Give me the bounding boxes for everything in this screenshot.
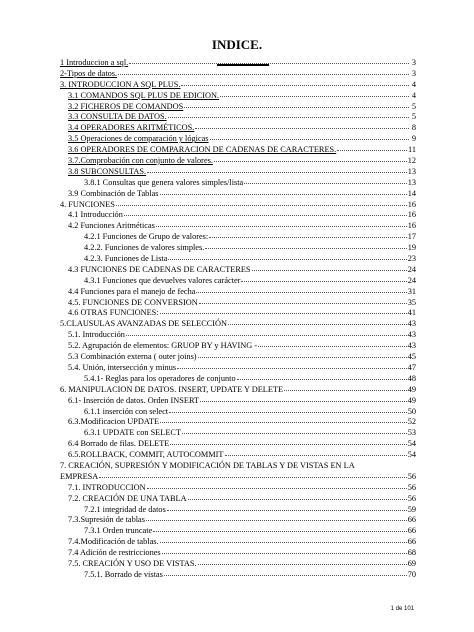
toc-leader-dots bbox=[284, 390, 407, 391]
toc-entry-label: 5.4.1- Reglas para los operadores de conjunto bbox=[84, 373, 236, 383]
toc-leader-dots bbox=[196, 292, 406, 293]
toc-entry-page: 68 bbox=[407, 548, 416, 558]
toc-entry[interactable] bbox=[60, 428, 416, 439]
toc-entry-page: 56 bbox=[407, 471, 416, 481]
toc-entry-label: 6.3.Modificacion UPDATE bbox=[68, 417, 160, 427]
toc-entry-label: 7.4.Modificación de tablas. bbox=[68, 537, 159, 547]
toc-entry-label: 6.4 Borrado de filas. DELETE bbox=[68, 439, 170, 449]
toc-entry-label: 4.3 FUNCIONES DE CADENAS DE CARACTERES bbox=[68, 264, 251, 274]
toc-entry-page: 4 bbox=[411, 90, 416, 100]
toc-leader-dots bbox=[252, 270, 407, 271]
toc-leader-dots bbox=[181, 85, 409, 86]
toc-entry-label: 4.2 Funciones Aritméticas bbox=[68, 221, 155, 231]
toc-entry-label: 4.2.1 Funciones de Grupo de valores: bbox=[84, 232, 209, 242]
toc-leader-dots bbox=[116, 205, 407, 206]
toc-entry-label: 5.1. Introducción bbox=[68, 330, 125, 340]
toc-entry[interactable] bbox=[60, 308, 416, 319]
toc-leader-dots bbox=[182, 433, 407, 434]
toc-entry-label: 1 Introduccion a sql. bbox=[60, 58, 129, 67]
toc-entry-page: 43 bbox=[407, 341, 416, 351]
toc-leader-dots bbox=[195, 128, 409, 129]
toc-entry-label: EMPRESA bbox=[60, 471, 99, 481]
toc-entry[interactable] bbox=[60, 515, 416, 526]
toc-leader-dots bbox=[241, 281, 406, 282]
toc-leader-dots bbox=[244, 183, 406, 184]
toc-entry[interactable] bbox=[60, 189, 416, 200]
toc-entry[interactable] bbox=[60, 167, 416, 178]
toc-entry-page: 35 bbox=[407, 297, 416, 307]
toc-entry-page: 52 bbox=[407, 417, 416, 427]
toc-entry-label: 3.7.Comprobación con conjunto de valores. bbox=[68, 156, 213, 166]
toc-leader-dots bbox=[228, 324, 407, 325]
toc-entry-page: 49 bbox=[407, 384, 416, 394]
toc-entry[interactable] bbox=[60, 341, 416, 352]
toc-entry-page: 11 bbox=[408, 145, 416, 155]
toc-leader-dots bbox=[147, 172, 407, 173]
toc-entry[interactable] bbox=[60, 221, 416, 232]
toc-entry-label: 6.3.1 UPDATE con SELECT bbox=[84, 428, 182, 438]
toc-leader-dots bbox=[168, 259, 406, 260]
toc-leader-dots bbox=[225, 455, 407, 456]
toc-entry[interactable] bbox=[60, 363, 416, 374]
toc-entry-page: 17 bbox=[407, 232, 416, 242]
toc-entry-page: 41 bbox=[407, 308, 416, 318]
toc-entry[interactable] bbox=[60, 319, 416, 330]
toc-leader-dots bbox=[146, 520, 407, 521]
toc-entry-label: 7.3.1 Orden truncate bbox=[84, 526, 153, 536]
toc-entry-label: 4.4 Funciones para el manejo de fecha bbox=[68, 286, 196, 296]
toc-entry-label: 5.4. Unión, intersección y minus bbox=[68, 362, 177, 372]
toc-leader-dots bbox=[200, 401, 407, 402]
toc-entry-page: 12 bbox=[407, 156, 416, 166]
toc-entry-page: 5 bbox=[411, 112, 416, 122]
toc-entry-label: 6.1- Inserción de datos. Orden INSERT bbox=[68, 395, 200, 405]
toc-entry[interactable] bbox=[60, 417, 416, 428]
toc-entry-page: 66 bbox=[407, 526, 416, 536]
toc-entry-page: 43 bbox=[407, 319, 416, 329]
toc-entry-page: 54 bbox=[407, 439, 416, 449]
toc-leader-dots bbox=[170, 444, 406, 445]
toc-leader-dots bbox=[214, 161, 407, 162]
toc-entry-label: 3.8 SUBCONSULTAS. bbox=[68, 166, 147, 176]
toc-entry-label: 4.5. FUNCIONES DE CONVERSION bbox=[68, 297, 198, 307]
toc-entry-label: 4.1 Introducción bbox=[68, 210, 123, 220]
toc-entry-label: 3.3 CONSULTA DE DATOS. bbox=[68, 112, 167, 122]
toc-entry[interactable] bbox=[60, 494, 416, 505]
toc-entry-page: 13 bbox=[407, 166, 416, 176]
toc-entry-label: 7.3.Supresión de tablas bbox=[68, 515, 145, 525]
toc-entry[interactable] bbox=[60, 537, 416, 548]
toc-leader-dots bbox=[198, 564, 407, 565]
toc-entry-page: 59 bbox=[407, 504, 416, 514]
toc-entry[interactable] bbox=[60, 483, 416, 494]
toc-entry[interactable] bbox=[60, 134, 416, 145]
toc-entry-page: 13 bbox=[407, 177, 416, 187]
toc-leader-dots bbox=[168, 117, 409, 118]
toc-entry[interactable] bbox=[60, 407, 416, 418]
toc-entry[interactable] bbox=[60, 276, 416, 287]
toc-entry-page: 24 bbox=[407, 275, 416, 285]
toc-entry-page: 45 bbox=[407, 352, 416, 362]
table-of-contents bbox=[60, 58, 416, 581]
toc-entry-label: 4.6 OTRAS FUNCIONES: bbox=[68, 308, 159, 318]
toc-entry-page: 66 bbox=[407, 537, 416, 547]
toc-leader-dots bbox=[210, 139, 409, 140]
toc-entry-label: 4.2.3. Funciones de Lista bbox=[84, 254, 168, 264]
toc-entry-label: 7.5. CREACIÓN Y USO DE VISTAS. bbox=[68, 558, 197, 568]
toc-entry-label: 3.6 OPERADORES DE COMPARACION DE CADENAS DE CARACTERES. bbox=[68, 145, 337, 155]
toc-leader-dots bbox=[124, 215, 407, 216]
toc-entry[interactable] bbox=[60, 232, 416, 243]
toc-entry-page: 50 bbox=[407, 406, 416, 416]
toc-leader-dots bbox=[164, 575, 407, 576]
toc-entry-page: 47 bbox=[407, 362, 416, 372]
toc-entry-page: 66 bbox=[407, 515, 416, 525]
toc-leader-dots bbox=[188, 499, 407, 500]
toc-entry-page: 16 bbox=[407, 221, 416, 231]
toc-entry-label: 6. MANIPULACION DE DATOS. INSERT, UPDATE Y DELETE bbox=[60, 384, 284, 394]
toc-entry[interactable] bbox=[60, 200, 416, 211]
page-title: INDICE. bbox=[211, 37, 263, 52]
toc-leader-dots bbox=[237, 379, 407, 380]
toc-leader-dots bbox=[209, 237, 407, 238]
toc-entry-page: 56 bbox=[407, 493, 416, 503]
toc-entry[interactable] bbox=[60, 472, 416, 483]
toc-entry-page: 14 bbox=[407, 188, 416, 198]
toc-entry[interactable] bbox=[60, 526, 416, 537]
toc-entry-label: 4.3.1 Funciones que devuelves valores carácter bbox=[84, 275, 241, 285]
toc-entry[interactable] bbox=[60, 243, 416, 254]
toc-leader-dots bbox=[167, 510, 407, 511]
toc-leader-dots bbox=[99, 477, 406, 478]
toc-entry-page: 43 bbox=[407, 330, 416, 340]
toc-entry[interactable] bbox=[60, 352, 416, 363]
toc-entry-label: 6.5.ROLLBACK, COMMIT, AUTOCOMMIT bbox=[68, 450, 224, 460]
toc-entry[interactable] bbox=[60, 156, 416, 167]
toc-leader-dots bbox=[129, 63, 409, 64]
toc-entry[interactable] bbox=[60, 505, 416, 516]
toc-entry-page: 19 bbox=[407, 243, 416, 253]
toc-entry[interactable] bbox=[60, 548, 416, 559]
toc-entry-page: 48 bbox=[407, 373, 416, 383]
toc-leader-dots bbox=[156, 226, 407, 227]
toc-entry-page: 3 bbox=[411, 68, 416, 78]
toc-entry-label: 7.4 Adición de restricciones bbox=[68, 548, 161, 558]
toc-entry-label: 2-Tipos de datos. bbox=[60, 68, 118, 78]
toc-entry[interactable] bbox=[60, 374, 416, 385]
toc-leader-dots bbox=[198, 357, 407, 358]
toc-entry-label: 6.1.1 inserción con select bbox=[84, 406, 169, 416]
toc-entry[interactable] bbox=[60, 123, 416, 134]
toc-entry-page: 31 bbox=[407, 286, 416, 296]
toc-entry[interactable] bbox=[60, 396, 416, 407]
toc-leader-dots bbox=[118, 74, 409, 75]
toc-leader-dots bbox=[153, 531, 407, 532]
toc-entry-page: 49 bbox=[407, 395, 416, 405]
toc-entry-label: 7. CREACIÓN, SUPRESIÓN Y MODIFICACIÓN DE TABLAS Y DE VISTAS EN LA bbox=[60, 460, 355, 470]
toc-entry[interactable] bbox=[60, 178, 416, 189]
toc-leader-dots bbox=[220, 96, 409, 97]
toc-entry-label: 5.CLAUSULAS AVANZADAS DE SELECCIÓN bbox=[60, 319, 228, 329]
toc-entry[interactable] bbox=[60, 254, 416, 265]
toc-entry[interactable] bbox=[60, 570, 416, 581]
toc-entry-label: 4. FUNCIONES bbox=[60, 199, 115, 209]
toc-entry-page: 69 bbox=[407, 558, 416, 568]
toc-entry[interactable] bbox=[60, 112, 416, 123]
toc-entry-page: 8 bbox=[411, 123, 416, 133]
toc-leader-dots bbox=[199, 303, 407, 304]
toc-leader-dots bbox=[184, 107, 409, 108]
toc-entry[interactable] bbox=[60, 210, 416, 221]
toc-leader-dots bbox=[126, 335, 407, 336]
toc-entry-label: 3.4 OPERADORES ARITMÉTICOS. bbox=[68, 123, 195, 133]
toc-entry[interactable] bbox=[60, 287, 416, 298]
page-number: 1 de 101 bbox=[390, 606, 414, 612]
toc-entry-page: 16 bbox=[407, 199, 416, 209]
toc-leader-dots bbox=[160, 542, 407, 543]
toc-entry-label: 7.1. INTRODUCCION bbox=[68, 482, 146, 492]
toc-leader-dots bbox=[169, 412, 407, 413]
toc-entry-label: 7.5.1. Borrado de vistas bbox=[84, 569, 163, 579]
toc-entry-label: 7.2.1 integridad de datos bbox=[84, 504, 166, 514]
toc-entry-page: 5 bbox=[411, 101, 416, 111]
toc-entry-page: 3 bbox=[411, 58, 416, 67]
toc-entry-label: 3.9 Combinación de Tablas bbox=[68, 188, 159, 198]
toc-entry[interactable] bbox=[60, 58, 416, 69]
toc-leader-dots bbox=[177, 368, 407, 369]
toc-entry-label: 3.1 COMANDOS SQL PLUS DE EDICION. bbox=[68, 90, 220, 100]
toc-entry-label: 3.2 FICHEROS DE COMANDOS bbox=[68, 101, 184, 111]
toc-entry[interactable] bbox=[60, 439, 416, 450]
toc-leader-dots bbox=[337, 150, 407, 151]
toc-leader-dots bbox=[162, 553, 407, 554]
toc-entry-page: 23 bbox=[407, 254, 416, 264]
toc-leader-dots bbox=[258, 346, 407, 347]
toc-entry[interactable] bbox=[60, 298, 416, 309]
toc-entry-page: 4 bbox=[411, 79, 416, 89]
toc-entry-label: 5.2. Agrupación de elementos: GRUOP BY y HAVING - bbox=[68, 341, 258, 351]
toc-entry[interactable] bbox=[60, 559, 416, 570]
toc-entry[interactable] bbox=[60, 102, 416, 113]
toc-entry[interactable] bbox=[60, 91, 416, 102]
toc-entry-page: 56 bbox=[407, 482, 416, 492]
toc-leader-dots bbox=[160, 194, 407, 195]
toc-entry-label: 3.5 Operaciones de comparación y lógicas bbox=[68, 134, 209, 144]
toc-leader-dots bbox=[205, 248, 406, 249]
toc-entry-label: 7.2. CREACIÓN DE UNA TABLA bbox=[68, 493, 187, 503]
toc-entry-label: 4.2.2. Funciones de valores simples. bbox=[84, 243, 205, 253]
toc-entry[interactable] bbox=[60, 330, 416, 341]
toc-entry-page: 54 bbox=[407, 450, 416, 460]
toc-leader-dots bbox=[147, 488, 407, 489]
toc-entry-page: 9 bbox=[411, 134, 416, 144]
toc-entry[interactable] bbox=[60, 145, 416, 156]
toc-entry-page: 24 bbox=[407, 264, 416, 274]
toc-entry[interactable] bbox=[60, 461, 416, 472]
toc-entry-label: 3.8.1 Consultas que genera valores simples/lista bbox=[84, 177, 244, 187]
toc-entry-label: 3. INTRODUCCION A SQL PLUS. bbox=[60, 79, 181, 89]
toc-leader-dots bbox=[160, 313, 407, 314]
toc-entry-page: 16 bbox=[407, 210, 416, 220]
toc-entry[interactable] bbox=[60, 385, 416, 396]
toc-leader-dots bbox=[160, 422, 407, 423]
toc-entry[interactable] bbox=[60, 69, 416, 80]
toc-entry[interactable] bbox=[60, 80, 416, 91]
toc-entry-page: 53 bbox=[407, 428, 416, 438]
toc-entry[interactable] bbox=[60, 265, 416, 276]
toc-entry-label: 5.3 Combinación externa ( outer joins) bbox=[68, 352, 197, 362]
toc-entry[interactable] bbox=[60, 450, 416, 461]
toc-entry-page: 70 bbox=[407, 569, 416, 579]
